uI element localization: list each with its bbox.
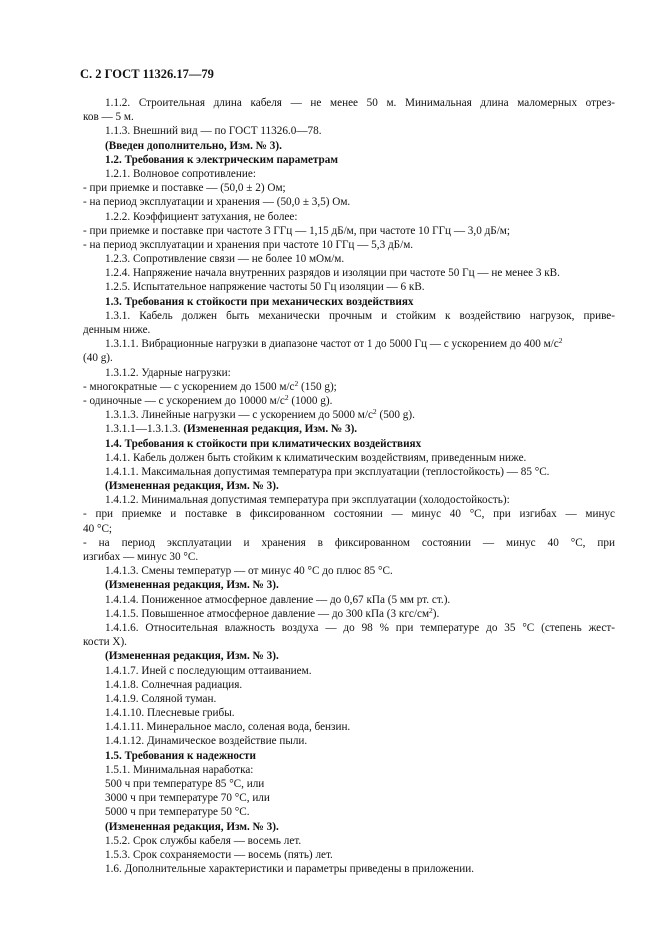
amendment-note: (Измененная редакция, Изм. № 3). bbox=[105, 650, 279, 663]
amendment-note: (Введен дополнительно, Изм. № 3). bbox=[105, 139, 282, 152]
text-line: 1.4.1.3. Смены температур — от минус 40 °С до плюс 85 °С. bbox=[105, 565, 393, 578]
text-line: 1.3.1.1—1.3.1.3. (Измененная редакция, Изм. № 3). bbox=[105, 423, 358, 436]
text-line: 1.4.1.5. Повышенное атмосферное давление — до 300 кПа (3 кгс/$см^2$). bbox=[105, 605, 440, 620]
text-line: 500 ч при температуре 85 °С, или bbox=[105, 778, 265, 790]
text-line: 1.4.1.2. Минимальная допустимая температура при эксплуатации (холодостойкость): bbox=[105, 494, 510, 507]
text-line: 1.3.1. Кабель должен быть механически прочным и стойким к воздействию нагрузок, приве- bbox=[105, 309, 615, 322]
text-line: 1.5.1. Минимальная наработка: bbox=[105, 763, 254, 776]
text-line: 1.4.1.9. Соляной туман. bbox=[105, 692, 217, 705]
text-line: 1.5.2. Срок службы кабеля — восемь лет. bbox=[105, 834, 302, 847]
text-line: - одиночные — с ускорением до 10000 $м/с^2$ (1000 g). bbox=[83, 392, 333, 407]
page-header: С. 2 ГОСТ 11326.17—79 bbox=[80, 67, 214, 81]
superscript: 2 bbox=[284, 392, 289, 402]
amendment-note: (Измененная редакция, Изм. № 3). bbox=[183, 423, 358, 436]
text-line: 1.4.1.11. Минеральное масло, соленая вода, бензин. bbox=[105, 721, 351, 734]
text-line: 5000 ч при температуре 50 °С. bbox=[105, 806, 250, 819]
text-line: 1.4.1.7. Иней с последующим оттаиванием. bbox=[105, 664, 312, 677]
superscript: 2 bbox=[429, 605, 433, 615]
text-line: 1.2.5. Испытательное напряжение частоты 50 Гц изоляции — 6 кВ. bbox=[105, 281, 425, 294]
section-heading: 1.4. Требования к стойкости при климатических воздействиях bbox=[105, 437, 422, 450]
text-line: 1.4.1.10. Плесневые грибы. bbox=[105, 707, 235, 720]
superscript: 2 bbox=[294, 378, 299, 388]
text-line: - многократные — с ускорением до 1500 $м/с^2$ (150 g); bbox=[83, 378, 337, 393]
text-line: 1.1.3. Внешний вид — по ГОСТ 11326.0—78. bbox=[105, 125, 322, 138]
text-line: 1.1.2. Строительная длина кабеля — не менее 50 м. Минимальная длина маломерных отрез- bbox=[105, 97, 615, 109]
text-line: 1.3.1.1. Вибрационные нагрузки в диапазоне частот от 1 до 5000 Гц — с ускорением до 400 $м/с^2$ bbox=[105, 336, 563, 351]
superscript: 2 bbox=[558, 336, 563, 346]
text-line: - на период эксплуатации и хранения в фиксированном состоянии — минус 40 °С, при bbox=[83, 536, 615, 549]
section-heading: 1.5. Требования к надежности bbox=[105, 749, 256, 762]
text-line: 1.3.1.3. Линейные нагрузки — с ускорением до 5000 $м/с^2$ (500 g). bbox=[105, 407, 415, 422]
text-line: - при приемке и поставке — (50,0 ± 2) Ом; bbox=[83, 182, 286, 195]
text-line: - при приемке и поставке в фиксированном состоянии — минус 40 °С, при изгибах — минус bbox=[83, 508, 615, 521]
text-line: 1.4.1. Кабель должен быть стойким к климатическим воздействиям, приведенным ниже. bbox=[105, 451, 527, 464]
text-line: - при приемке и поставке при частоте 3 ГГц — 1,15 дБ/м, при частоте 10 ГГц — 3,0 дБ/м; bbox=[83, 224, 510, 237]
section-heading: 1.3. Требования к стойкости при механических воздействиях bbox=[105, 295, 414, 308]
text-line: 1.3.1.2. Ударные нагрузки: bbox=[105, 366, 231, 379]
text-line: - на период эксплуатации и хранения — (50,0 ± 3,5) Ом. bbox=[83, 196, 351, 209]
text-line: 1.4.1.4. Пониженное атмосферное давление — до 0,67 кПа (5 мм рт. ст.). bbox=[105, 593, 451, 606]
section-heading: 1.2. Требования к электрическим параметрам bbox=[105, 153, 338, 166]
text-line: 3000 ч при температуре 70 °С, или bbox=[105, 792, 270, 805]
text-line: кости X). bbox=[83, 636, 127, 649]
text-line: 1.2.2. Коэффициент затухания, не более: bbox=[105, 210, 298, 223]
text-line: 1.5.3. Срок сохраняемости — восемь (пять) лет. bbox=[105, 848, 333, 861]
text-line: изгибах — минус 30 °С. bbox=[83, 551, 199, 563]
text-line: - на период эксплуатации и хранения при частоте 10 ГГц — 5,3 дБ/м. bbox=[83, 238, 414, 251]
text-line: 1.2.1. Волновое сопротивление: bbox=[105, 167, 256, 180]
text-line: денным ниже. bbox=[83, 324, 151, 336]
text-line: (40 g). bbox=[83, 352, 113, 365]
text-line: ков — 5 м. bbox=[83, 111, 134, 124]
text-line: 1.2.3. Сопротивление связи — не более 10 мОм/м. bbox=[105, 253, 345, 266]
text-line: 1.4.1.12. Динамическое воздействие пыли. bbox=[105, 735, 308, 748]
text-line: 1.4.1.1. Максимальная допустимая температура при эксплуатации (теплостойкость) — 85 °С. bbox=[105, 465, 550, 478]
amendment-note: (Измененная редакция, Изм. № 3). bbox=[105, 480, 279, 493]
document-body bbox=[83, 96, 615, 876]
amendment-note: (Измененная редакция, Изм. № 3). bbox=[105, 820, 279, 833]
text-line: 1.4.1.6. Относительная влажность воздуха — до 98 % при температуре до 35 °С (степень жест- bbox=[105, 621, 615, 634]
text-line: 1.2.4. Напряжение начала внутренних разрядов и изоляции при частоте 50 Гц — не менее 3 кВ. bbox=[105, 267, 560, 280]
superscript: 2 bbox=[372, 407, 377, 417]
text-line: 40 °С; bbox=[83, 522, 113, 535]
text-line: 1.4.1.8. Солнечная радиация. bbox=[105, 678, 243, 691]
amendment-note: (Измененная редакция, Изм. № 3). bbox=[105, 579, 279, 592]
text-line: 1.6. Дополнительные характеристики и параметры приведены в приложении. bbox=[105, 863, 475, 876]
